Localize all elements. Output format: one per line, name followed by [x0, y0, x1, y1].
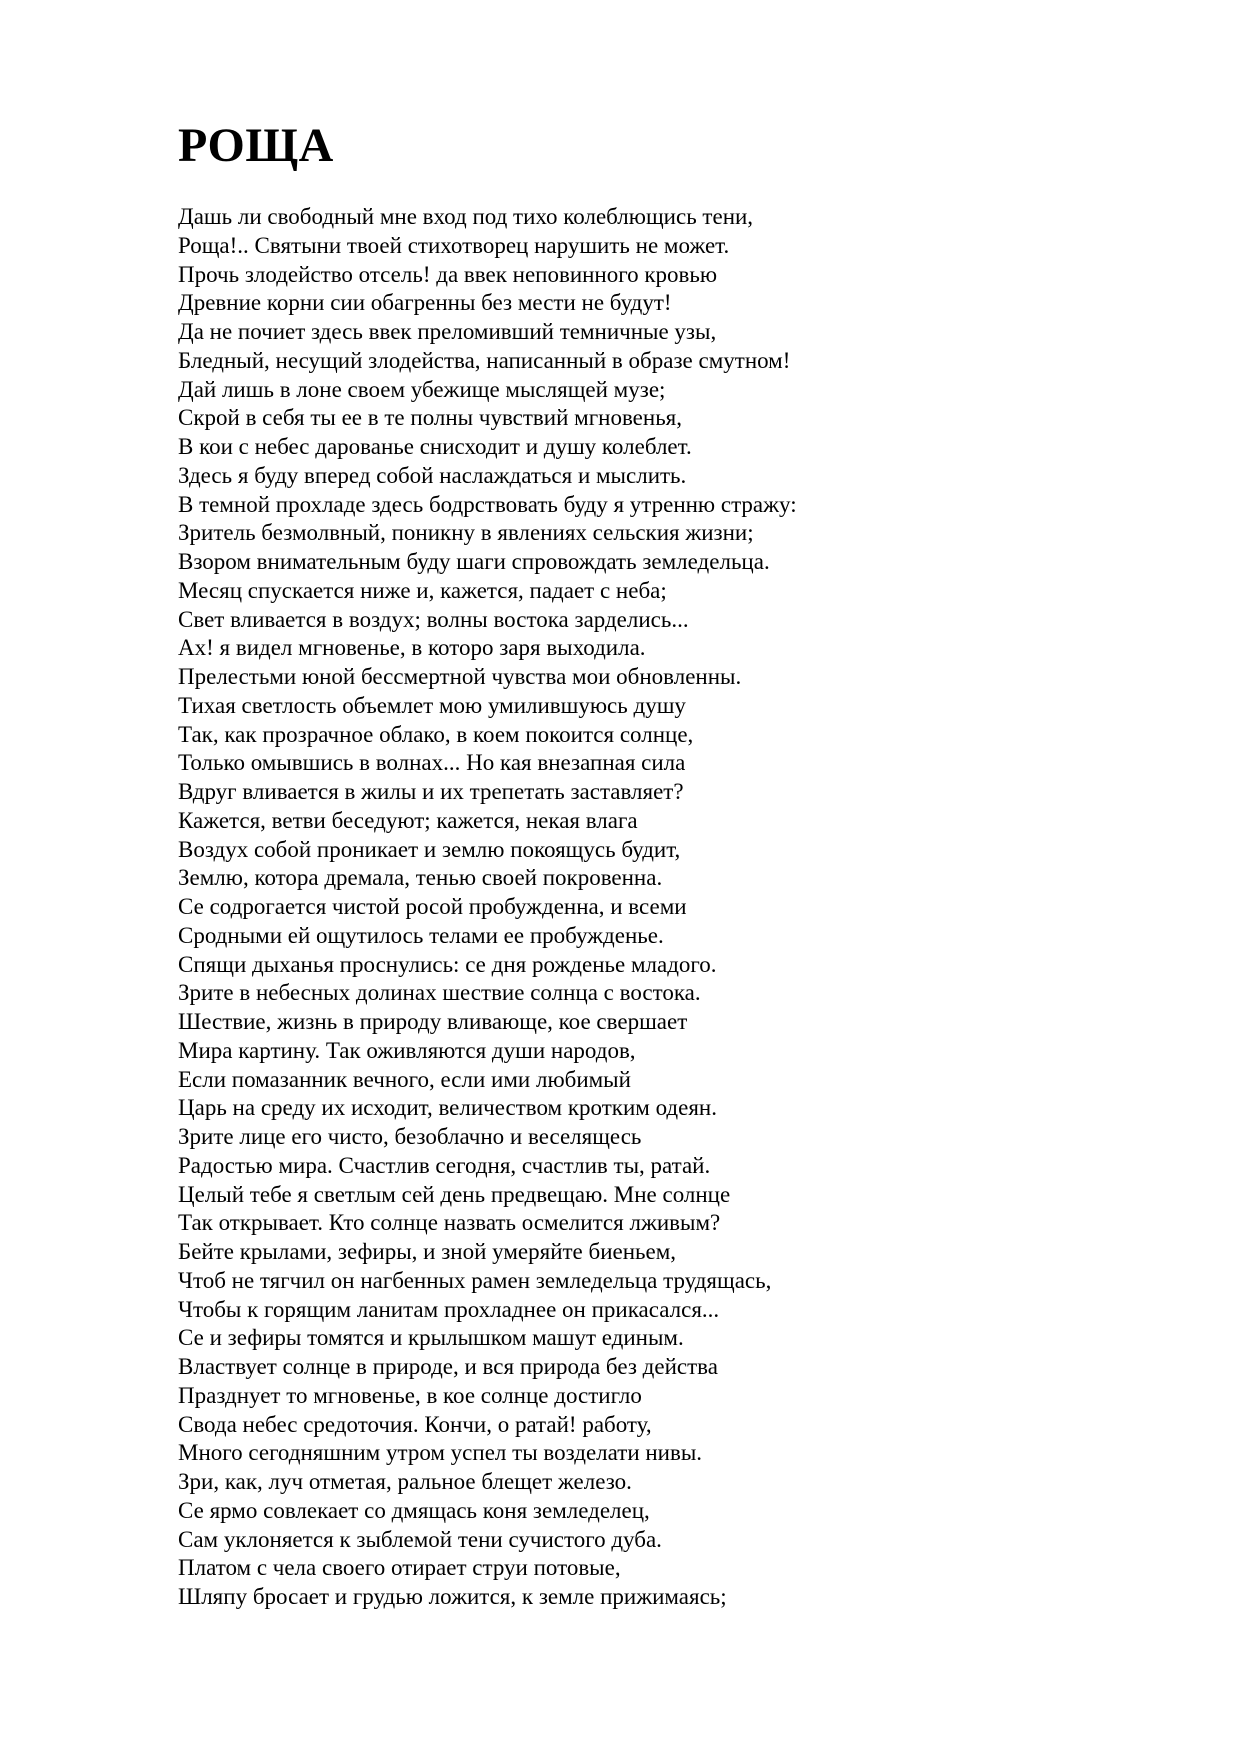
poem-line: Сродными ей ощутилось телами ее пробужденье. [178, 922, 664, 948]
poem-line: Много сегодняшним утром успел ты возделати нивы. [178, 1440, 703, 1466]
poem-line: Месяц спускается ниже и, кажется, падает с неба; [178, 577, 667, 603]
poem-line: Се и зефиры томятся и крылышком машут единым. [178, 1325, 684, 1351]
poem-body [178, 203, 1178, 1612]
poem-line: Бейте крылами, зефиры, и зной умеряйте биеньем, [178, 1239, 677, 1264]
poem-line: Так открывает. Кто солнце назвать осмелится лживым? [178, 1210, 721, 1236]
poem-line: Прелестьми юной бессмертной чувства мои обновленны. [178, 664, 742, 689]
poem-line: Сам уклоняется к зыблемой тени сучистого дуба. [178, 1526, 662, 1552]
poem-line: Роща!.. Святыни твоей стихотворец нарушить не может. [178, 232, 730, 258]
poem-line: Скрой в себя ты ее в те полны чувствий мгновенья, [178, 405, 683, 431]
poem-line: Воздух собой проникает и землю покоящусь будит, [178, 836, 681, 862]
poem-line: Только омывшись в волнах... Но кая внезапная сила [178, 750, 686, 776]
poem-line: Взором внимательным буду шаги спровождать земледельца. [178, 549, 770, 574]
poem-line: Целый тебе я светлым сей день предвещаю. Мне солнце [178, 1181, 731, 1207]
poem-line: Дашь ли свободный мне вход под тихо колеблющись тени, [178, 204, 754, 229]
poem-line: Так, как прозрачное облако, в коем покоится солнце, [178, 721, 694, 747]
poem-line: Зри, как, луч отметая, ральное блещет железо. [178, 1469, 632, 1494]
poem-line: Древние корни сии обагренны без мести не будут! [178, 290, 672, 316]
poem-line: Бледный, несущий злодейства, написанный в образе смутном! [178, 347, 791, 373]
poem-line: Зрите в небесных долинах шествие солнца с востока. [178, 980, 701, 1006]
poem-line: Свет вливается в воздух; волны востока зарделись... [178, 606, 689, 632]
poem-line: Чтоб не тягчил он нагбенных рамен земледельца трудящась, [178, 1267, 772, 1293]
poem-line: Властвует солнце в природе, и вся природа без действа [178, 1354, 718, 1379]
poem-line: Здесь я буду вперед собой наслаждаться и мыслить. [178, 462, 687, 488]
poem-line: Кажется, ветви беседуют; кажется, некая влага [178, 807, 638, 833]
poem-line: Платом с чела своего отирает струи потовые, [178, 1555, 621, 1581]
poem-line: Тихая светлость объемлет мою умилившуюсь душу [178, 692, 686, 718]
poem-line: Царь на среду их исходит, величеством кротким одеян. [178, 1095, 717, 1121]
poem-line: Празднует то мгновенье, в кое солнце достигло [178, 1382, 642, 1408]
poem-line: Радостью мира. Счастлив сегодня, счастлив ты, ратай. [178, 1152, 711, 1178]
poem-line: Дай лишь в лоне своем убежище мыслящей музе; [178, 376, 666, 402]
poem-line: Землю, котора дремала, тенью своей покровенна. [178, 865, 663, 891]
poem-line: Ах! я видел мгновенье, в которо заря выходила. [178, 635, 646, 661]
poem-title: РОЩА [178, 119, 334, 172]
poem-line: Спящи дыханья проснулись: се дня рожденье младого. [178, 951, 717, 977]
poem-line: Се содрогается чистой росой пробужденна, и всеми [178, 894, 687, 919]
poem-line: Мира картину. Так оживляются души народов, [178, 1037, 636, 1063]
poem-line: Зрите лице его чисто, безоблачно и веселящесь [178, 1124, 642, 1149]
poem-line: Если помазанник вечного, если ими любимый [178, 1066, 631, 1092]
poem-line: Зритель безмолвный, поникну в явлениях сельския жизни; [178, 520, 754, 546]
poem-line: Прочь злодейство отсель! да ввек неповинного кровью [178, 261, 718, 287]
poem-line: В темной прохладе здесь бодрствовать буду я утренню стражу: [178, 491, 797, 517]
poem-line: Шляпу бросает и грудью ложится, к земле прижимаясь; [178, 1584, 727, 1609]
poem-line: Свода небес средоточия. Кончи, о ратай! работу, [178, 1411, 652, 1437]
poem-line: Вдруг вливается в жилы и их трепетать заставляет? [178, 779, 684, 804]
poem-line: Чтобы к горящим ланитам прохладнее он прикасался... [178, 1296, 720, 1322]
poem-line: Да не почиет здесь ввек преломивший темничные узы, [178, 319, 717, 344]
poem-line: Се ярмо совлекает со дмящась коня земледелец, [178, 1497, 650, 1523]
poem-line: Шествие, жизнь в природу вливающе, кое свершает [178, 1009, 688, 1034]
poem-line: В кои с небес дарованье снисходит и душу колеблет. [178, 434, 692, 459]
